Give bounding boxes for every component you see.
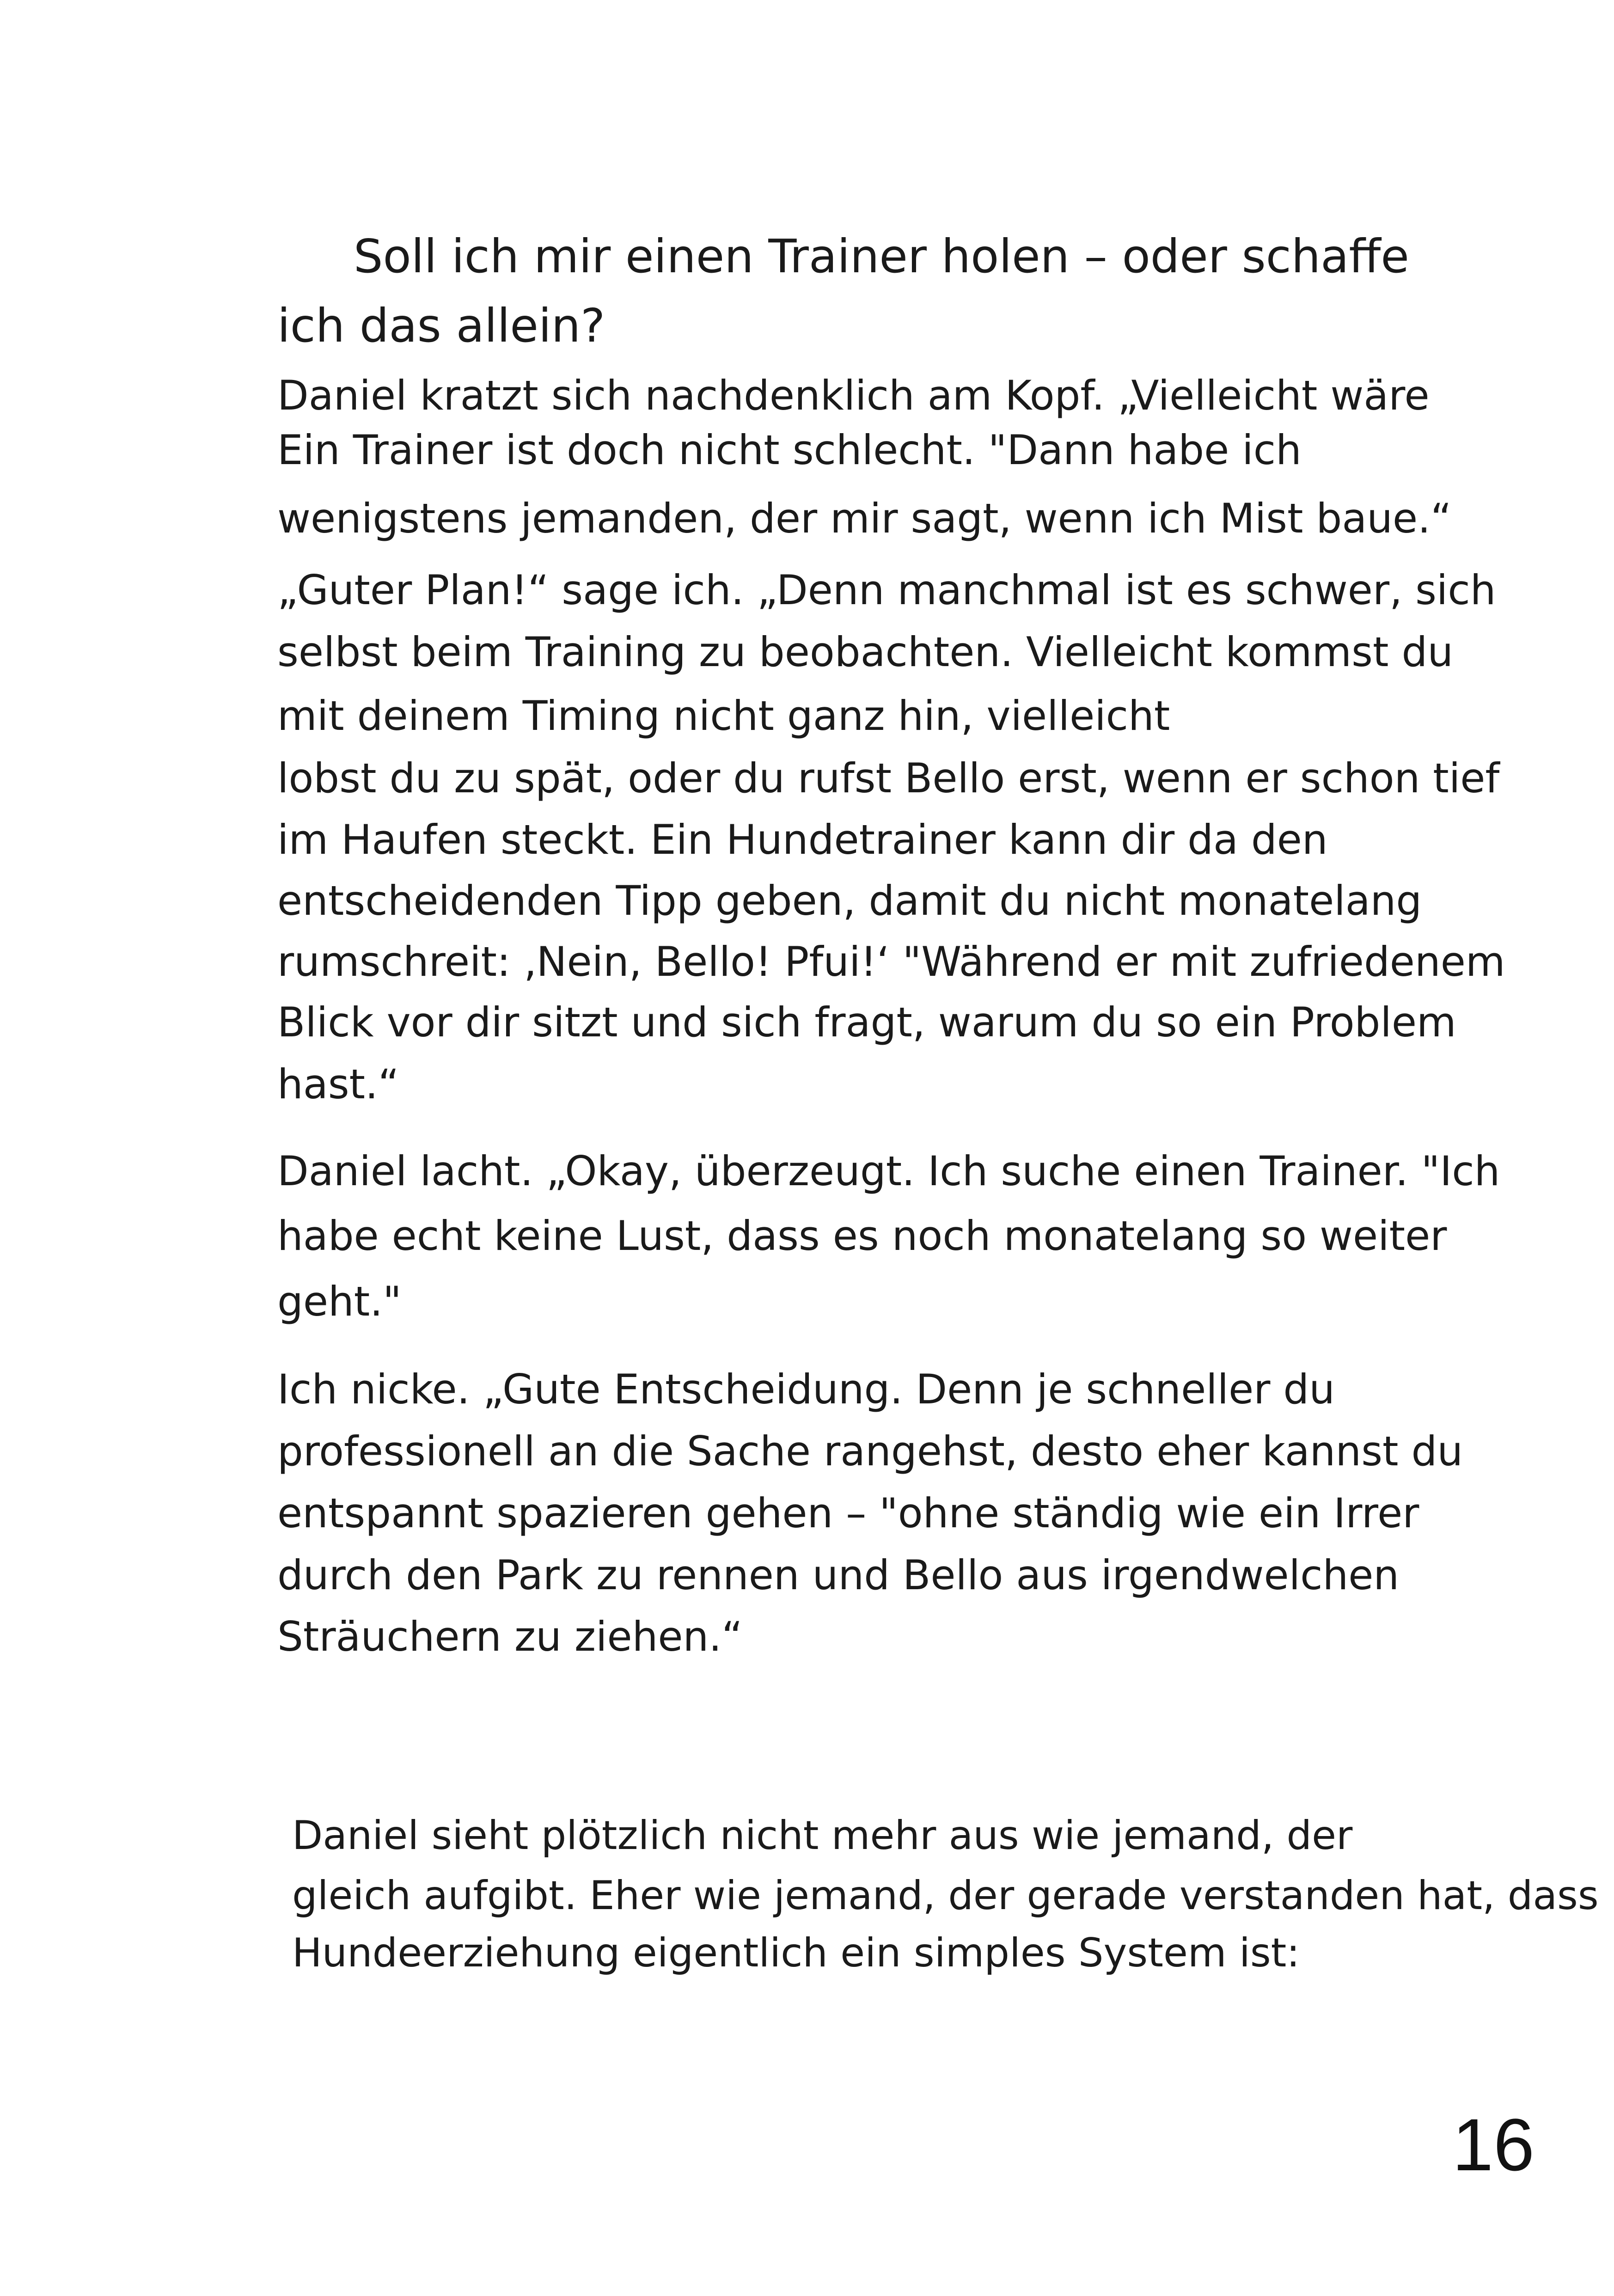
paragraph-1-line: Daniel kratzt sich nachdenklich am Kopf. „Vielleicht wäre [277, 372, 1430, 419]
paragraph-2-line: entscheidenden Tipp geben, damit du nicht monatelang [277, 877, 1422, 925]
paragraph-2-line: rumschreit: ‚Nein, Bello! Pfui!‘ "Während er mit zufriedenem [277, 938, 1505, 986]
paragraph-3-line: geht." [277, 1278, 402, 1325]
paragraph-5-line: Daniel sieht plötzlich nicht mehr aus wie jemand, der [292, 1812, 1353, 1859]
paragraph-1-line: Ein Trainer ist doch nicht schlecht. "Dann habe ich [277, 426, 1302, 474]
paragraph-4-line: professionell an die Sache rangehst, desto eher kannst du [277, 1427, 1463, 1475]
paragraph-4-line: Sträuchern zu ziehen.“ [277, 1613, 743, 1660]
paragraph-5-line: Hundeerziehung eigentlich ein simples System ist: [292, 1930, 1300, 1976]
paragraph-2-line: Blick vor dir sitzt und sich fragt, warum du so ein Problem [277, 998, 1456, 1046]
paragraph-2-line: mit deinem Timing nicht ganz hin, vielleicht [277, 692, 1170, 740]
paragraph-4-line: entspannt spazieren gehen – "ohne ständig wie ein Irrer [277, 1489, 1419, 1537]
paragraph-4-line: Ich nicke. „Gute Entscheidung. Denn je schneller du [277, 1365, 1335, 1413]
paragraph-2-line: „Guter Plan!“ sage ich. „Denn manchmal ist es schwer, sich [277, 566, 1496, 614]
page-number: 16 [1452, 2103, 1535, 2186]
paragraph-5-line: gleich aufgibt. Eher wie jemand, der gerade verstanden hat, dass [292, 1873, 1599, 1919]
section-heading-line-1: Soll ich mir einen Trainer holen – oder schaffe [354, 229, 1409, 283]
paragraph-2-line: selbst beim Training zu beobachten. Vielleicht kommst du [277, 628, 1454, 676]
paragraph-2-line: im Haufen steckt. Ein Hundetrainer kann dir da den [277, 816, 1328, 863]
paragraph-3-line: habe echt keine Lust, dass es noch monatelang so weiter [277, 1212, 1447, 1260]
paragraph-3-line: Daniel lacht. „Okay, überzeugt. Ich suche einen Trainer. "Ich [277, 1147, 1500, 1195]
paragraph-2-line: hast.“ [277, 1060, 399, 1108]
paragraph-2-line: lobst du zu spät, oder du rufst Bello erst, wenn er schon tief [277, 754, 1500, 802]
paragraph-1-line: wenigstens jemanden, der mir sagt, wenn ich Mist baue.“ [277, 495, 1452, 542]
section-heading-line-2: ich das allein? [277, 299, 605, 353]
paragraph-4-line: durch den Park zu rennen und Bello aus irgendwelchen [277, 1551, 1400, 1599]
